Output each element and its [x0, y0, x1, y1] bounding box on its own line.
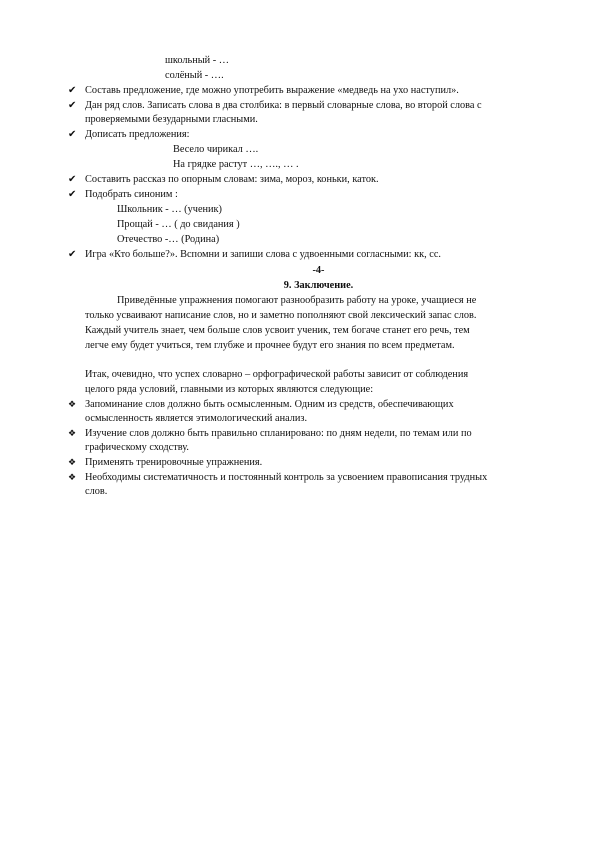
task-item-text: проверяемыми безударными гласными. — [85, 114, 258, 125]
paragraph-line: Итак, очевидно, что успех словарно – орфографической работы зависит от соблюдения — [85, 369, 469, 380]
task-item-text: Подобрать синоним : — [85, 189, 178, 200]
task-item-text: Игра «Кто больше?». Вспомни и запиши слова с удвоенными согласными: кк, сс. — [85, 249, 441, 260]
condition-item-text: Необходимы систематичность и постоянный контроль за усвоением правописания трудных — [85, 472, 488, 483]
sentence-item: На грядке растут …, …., … . — [173, 159, 299, 170]
condition-item-text: Изучение слов должно быть правильно спланировано: по дням недели, по темам или по — [85, 428, 472, 439]
paragraph-line: целого ряда условий, главными из которых являются следующие: — [85, 384, 374, 395]
condition-item-text: слов. — [85, 486, 108, 497]
word-item: солёный - …. — [165, 70, 224, 81]
checkmark-icon: ✔ — [68, 174, 77, 185]
condition-item-text: Применять тренировочные упражнения. — [85, 457, 263, 468]
page-number: -4- — [312, 265, 325, 276]
task-item-text: Составь предложение, где можно употребить выражение «медведь на ухо наступил». — [85, 85, 459, 96]
sentence-item: Весело чирикал …. — [173, 144, 259, 155]
diamond-bullet-icon: ❖ — [68, 429, 77, 439]
word-item: школьный - … — [165, 55, 230, 66]
paragraph-line: легче ему будет учиться, тем глубже и прочнее будут его знания по всем предметам. — [85, 340, 455, 351]
condition-item-text: Запоминание слов должно быть осмысленным. Одним из средств, обеспечивающих — [85, 399, 454, 410]
paragraph-line: Каждый учитель знает, чем больше слов усвоит ученик, тем богаче станет его речь, тем — [85, 325, 470, 336]
diamond-bullet-icon: ❖ — [68, 458, 77, 468]
checkmark-icon: ✔ — [68, 189, 77, 200]
synonym-item: Отечество -… (Родина) — [117, 234, 220, 245]
synonym-item: Школьник - … (ученик) — [117, 204, 222, 215]
diamond-bullet-icon: ❖ — [68, 400, 77, 410]
checkmark-icon: ✔ — [68, 249, 77, 260]
task-item-text: Составить рассказ по опорным словам: зима, мороз, коньки, каток. — [85, 174, 379, 185]
condition-item-text: осмысленность является этимологический анализ. — [85, 413, 308, 424]
task-item-text: Дан ряд слов. Записать слова в два столбика: в первый словарные слова, во второй слова с — [85, 100, 482, 111]
checkmark-icon: ✔ — [68, 85, 77, 96]
synonym-item: Прощай - … ( до свидания ) — [117, 219, 240, 230]
paragraph-line: Приведённые упражнения помогают разнообразить работу на уроке, учащиеся не — [117, 295, 477, 306]
checkmark-icon: ✔ — [68, 100, 77, 111]
paragraph-line: только усваивают написание слов, но и заметно пополняют свой лексический запас слов. — [85, 310, 477, 321]
section-title: 9. Заключение. — [283, 280, 354, 291]
condition-item-text: графическому сходству. — [85, 442, 189, 453]
checkmark-icon: ✔ — [68, 129, 77, 140]
diamond-bullet-icon: ❖ — [68, 473, 77, 483]
task-item-text: Дописать предложения: — [85, 129, 190, 140]
